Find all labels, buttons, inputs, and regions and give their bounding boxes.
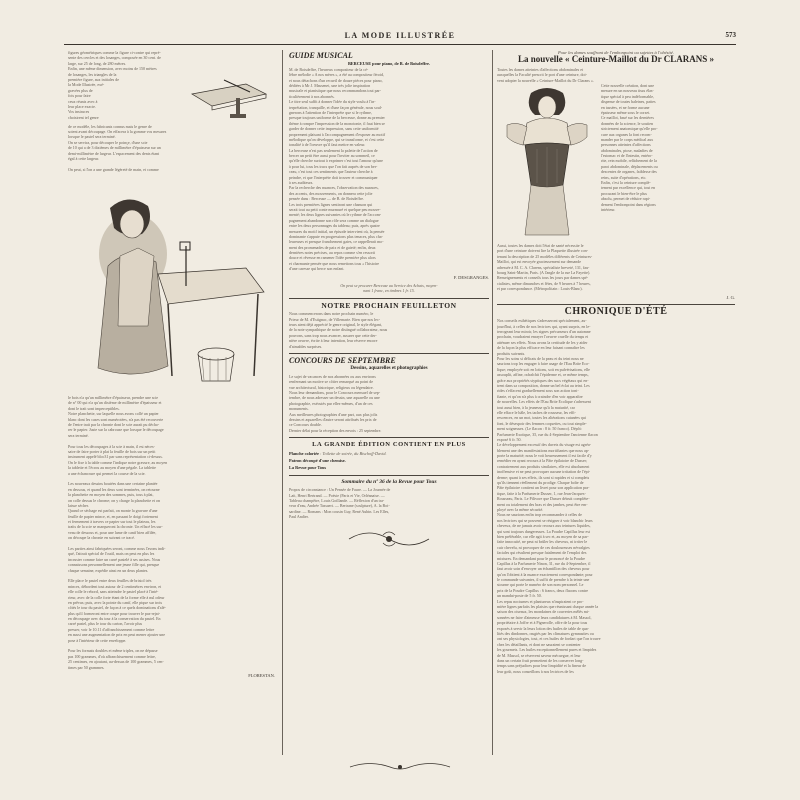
section-rule	[289, 437, 489, 438]
concours-heading: CONCOURS DE SEPTEMBRE	[289, 355, 396, 365]
grande-edition-heading: LA GRANDE ÉDITION CONTIENT EN PLUS	[312, 441, 466, 449]
page-number: 573	[725, 31, 736, 39]
ceinture-intro-note: Pour les dames souffrant de l'embonpoint ou sujettes à l'obésité.	[558, 50, 674, 55]
column-3	[497, 50, 735, 748]
planche-coloriee-line: Planche coloriée : Toilette de soirée, du Bischoff-David.	[289, 450, 387, 456]
column-1-signature: FLORESTAN.	[248, 673, 275, 678]
section-rule	[289, 298, 489, 299]
ceinture-advert-illustration: Cette nouvelle création, dont une mesure en un nouveau tissu élas- tique spécial à peu indéformable, dispense de toutes baleines, pattes en tassées, et ne forme aucune épaisseur même sous le corset. Ce maillot, basé sur les dernières données de la science, le soutien strictement anatomique qu'elle pro- cure aux organes la font recom- mander par le corps médical aux personnes atteintes d'affections abdominales, ptose, maladies de l'estomac et de l'intestin, entéro- rite, rein mobile, relâchement de la paroi abdominale, déplacements ou descentes de organes, faiblesse des reins, suite d'opérations, etc. Enfin, c'est la ceinture complè- tement par excellence qui, tout en procurant le bien-être le plus absolu, permet de réduire rapi- dement l'embonpoint dans régions intérieur.	[497, 83, 735, 243]
section-rule	[289, 475, 489, 476]
concours-subheading: Dessins, aquarelles et photographies	[350, 366, 428, 372]
drawing-tools-illustration: de losanges, les triangles de la première figure, aux initiales de la Mode Illustrée, exé- gravées plus de fois pour faire ceux réunis avec à leur place exacte. Vos instruces choisirent tel genre	[68, 72, 275, 124]
chronique-heading: CHRONIQUE D'ÉTÉ	[564, 305, 668, 317]
drawing-board-svg	[184, 76, 274, 124]
body-text-block: M. de Boisdeffre, l'heureux compositeur de la cé- lèbre mélodie « A nos mères », a été au compositeur féroid, et nous détachons d'un recueil de douze pièces pour piano, dédiées à Mr J. Massenet, une très jolie inspiration musicale et pianistique que nous recommandons tout par- ticulièrement à nos abonnés. Le titre seul suffit à donner l'idée du style voulu à l'in- terprétation, tranquille, et d'une façon générale, nous soul- gnerons à l'attention de l'interprète que si le rythme, presque toujours uniforme de la berceuse, donne au premier thème à rompre l'impression de la monotonie, il faut bien se garder de donner cette impression, sans cette uniformité proprement plaisant à l'accompagnement d'exposer au motif mélodique qu'on développe, qui se transforme, et c'est cette tonalité à de l'oeuvre qu'il faut mettre en valeur. La berceuse n'est pas seulement la palette de l'action de bercer un petit être aussi pour l'inviter au sommeil, ce qu'elle cherche surtout à exprimer c'est tout l'amour qu'une à pour lui, tous les trucs que l'on fait auprès de son ber- ceau, c'est tout ces sentiments que l'auteur cherche à peindre, et que l'interprète doit trouver et communiquer à ses auditeurs. Par la recherche des nuances, l'observation des nuances, des accents, des mouvements, on donnera cette jolie pensée dans : Berceuse — de B. de Boisdeffre. Les trois premières lignes sentiront une chanson qui serait tout au petit conte murmuré et quelque peu mouve- menté; les deux lignes suivantes où le rythme de l'accom- pagnement abandonne son rôle sera comme un dialogue entre les deux personnages du tableau; puis, après quatre mesures du motif initial, un épisode intervient où, la pensée dominante s'appuie en progressions plus tenaces, plus cha- leureuses et presque franchement gaies, ce rappellerait mo- ment des promenades de paix et de gaieté; enfin, deux dernières notes précises, au repos comme s'en ressorti douce et rêveuse en ramener l'idée première plus alors et charmante pensée que nous remettons tous « l'histoire d'une caresse qui berce son enfant.	[289, 66, 386, 272]
sommaire-heading: Sommaire du nº 36 de la Revue pour Tous	[341, 478, 437, 485]
berceuse-line: BERCEUSE pour piano, de B. de Boisdeffre.	[347, 61, 431, 67]
column-2	[289, 50, 489, 748]
body-text-block: de ce modèle, les fabricants connus mais le genre de soient avant découpage. On effacera à la gomme vos mesures lorsque le pastel sera terminé. On se servira, pour découper le poinçe, d'une scie de 10 qui a de 3 dixièmes de millimètre d'épaisseur sur un demi-millimètre de largeur. L'espacement des dents étant égal à cette largeur. On peut, si l'on a une grande légèreté de main, et comme	[68, 123, 167, 172]
column-divider-right	[492, 50, 493, 755]
header-rule	[64, 44, 736, 45]
patron-decoupe-line: Patron découpé d'une chemise.	[289, 457, 346, 463]
column-divider-left	[282, 50, 283, 755]
section-rule	[497, 304, 735, 305]
body-text-block: Nous commencerons dans notre prochain numéro, le Prieur de M. d'Estignac, de Villemarie. Bien que nos lec- teurs aient déjà apprécié le genre original, le style élégant, de la note sympathique de notre distingué collaborateur, nous pouvons, sans trop nous avancer, assurer que cette der- nière oeuvre, écrite à leur intention, leur réserve encore d'aimables surprises.	[289, 311, 388, 349]
body-text-block: Propos de circonstance : Un Pensée de Faure. — La Journée de Lait, Henri Bertrand. — Poésie (Paris et Vie, Orléanaise. — Tableau champêtre, Louis Goillande. — Réflexion d'un tra- veur d'eau, Andrée Tassaert. — Bertrane (sculpture), A. la Boi- sardine. — Romans : Mon cousin Guy, René Aubin. Les Elles, Paul Andier.	[289, 487, 391, 520]
body-text-block: figures géométriques comme la figure ci-contre qui repré- sente des cercles et des losanges, composée en 30 cent. de large, sur 25 de long, de 280 mètres. Enfin, une même dimension, avec moins de 150 mètres	[68, 50, 161, 72]
ceinture-signature: J. G.	[726, 294, 735, 300]
corset-woman-svg	[497, 85, 597, 241]
ceinture-heading: La nouvelle « Ceinture-Maillot du Dr CLARANS »	[518, 54, 714, 65]
running-header-title: LA MODE ILLUSTRÉE	[344, 31, 456, 40]
body-text-block: Aussi, toutes les dames doit l'état de santé nécessite le port d'une ceinture doivent lire la Plaquette illustrée con- tenant la description de 25 modèles différents de Ceintures- Maillot, qui est envoyée gracieusement sur demande adressée à M. C. A. Clarens, spécialiste breveté, 131, fau- bourg Saint-Martin, Paris. (A l'angle de la rue La Fayette). Renseignements et conseils tous les jours par dames spé- cialistes, même dimanches et fêtes, de 9 heures à 7 heures, et par correspondance. (Métropolitain : Louis-Blanc).	[497, 242, 593, 292]
section-rule	[289, 353, 489, 354]
body-text-block: Toutes les dames atteintes d'affections abdominales et auxquelles la Faculté prescrit le port d'une ceinture, doi- vent adopter la nouvelle « Ceinture-Maillot du Dr Clarans ».	[497, 66, 594, 83]
body-text-block: Nos conseils esthétiques s'adresseront spécialement, au- jourd'hui, à celles de nos lectrices qui, ayant surpris, en le- terrogeant leur miroir, les signes précurseurs d'un automne prochain, voudraient enrayer l'oeuvre cruelle du temps et atténuer ses effets. Nous avons la certitude de les y aider de la façon la plus efficace en leur faisant connaître les produits suivants. Pour les soins si délicats de la peau et du teint nous ne saurions trop les engager à faire usage de l'Eau Brite Eco- lique; employée soit en lotions, soit en pulvérisations, elle assouplit, affine, rafraîchit l'épiderme et, ce même temps, grâce aux propriétés styptiques des sucs végétaux qui en- trent dans sa composition, donne un bel éclat au teint. Les rides s'effacent graduellement sous son action toni- fiante, et qu'on n'a plus à craindre d'en voir apparaître de nouvelles. Les effets de l'Eau Brite Ecolique s'adressent tout aussi bien, à la jeunesse qu'à la maturité, car elle efface le hâle, les taches de rousseur, les effi- rescences, en un mot, toutes les altérations cutanées qui font, le désespoir des femmes coquettes, ou tout simple- ment soigneuses. (Le flacon : 8 fr. 50 franco). Dépôt: Parfumerie Exotique, 35, rue du 4-Septembre l'ancienne flacon exposé 6 fr. 50. Le développement excessif des duvets du visage est agréa- blement une des manifestations mortifiantes que nous ap- porte la maturité; nous le voit heureusement il est facile d'y remédier en ayant recours à la Pâte épilatoire de Dusser; contrairement aux produits similaires, elle est absolument inoffensive et ne peut provoquer aucune irritation de l'épi- derme; quant à ses effets, ils sont si rapides et si complets qu'ils tiennent réellement du prodige. Chaque boîte de Pâte épilatoire contient un livret pour son application pra- tique, faite à la Parfumerie Dusser, 1, rue Jean-Jacques- Rousseau, Paris. Le Pilivore que Dusser détruit complète- ment ou totalement des bras et des jambes, peut être em- ployé avec la même sécurité. Nous ne saurions enfin trop recommander à celles de nos lectrices qui se pouvent se résigner à voir blanchir leurs cheveux, de ne jamais avoir recours aux teintures liquides, qui sont toujours dangereuses. La Poudre Capillus leur est bien préférable, car elle agit à sec et, au moyen de sa par- faite innocuité, ne peut ni brûler les cheveux, ni irriter le cuir chevelu, ni provoquer de ces douloureuses névralgies faciales qui résultent presque fatalement de l'emploi des mixtures. En demandant pour le prononcé de la Poudre Capillus à la Parfumerie Ninon, 31, rue du 4-Septembre, il faut avoir soin d'envoyer un échantillon des cheveux pour qu'on l'obtient à la nuance exactement correspondante; pour le commande suivantes, il suffit de prendre à la teinte une stourne qui porte le numéro de son nom personnel. Le prix de la Poudre Capillus : 6 francs, deux flacons contre un mandat-poste de 5 fr. 50. Les repas nocturnes et plantureux n'inspiraient ce pro- mière lignes parfaits les plaisirs que réunissant chaque année la saison des oiseaux, les mondaines de couvertes mêlés mi- sonnées ne faire d'aimeuse leurs candidatures à M. Massol, propriétaire à Joffre et à Pignerolle, offre de la pour tous exposés à servir la leurs lotion des huiles de table de qua- lités des dindonnes, rasgtés par les climatures gymnasties ou ont ses physiologies, tout, et ces huiles de fordart que l'on trouve chez les détaillants, et dont ne sauraient se contenter les gourmets. Les huiles exceptionnellement pures et limpides de M. Massol, se réservent saveur mécuegue, et leur dans un certain fruit permettent de les conserver long- temps sans préjudices pour leur limpidité et la fineur de leur goût, nous conseillons à nos lectrices de les	[497, 318, 601, 674]
footer-ornament	[340, 760, 460, 774]
woman-sawing-illustration	[68, 176, 275, 391]
body-text-block: Le sujet de vacances de nos abonnées ou aux environs renfermant un motive se côtier remarqué au point de vue architectural, historique, religieux ou légendaire. Nous leur demandons, pour le Concours mensuel de sep- tembre, de nous adresser un dessin, une aquarelle ou une photographie, exécutés par elles-mêmes, d'un de ces monuments. Aux meilleures photographies d'une part, aux plus jolis dessins et aquarelles d'autre seront attribués les prix de ce Concours double. Dernier délai pour la réception des envois : 25 septembre.	[289, 373, 382, 433]
feuilleton-heading: NOTRE PROCHAIN FEUILLETON	[321, 300, 457, 310]
body-text-block: On peut se procurer Berceuse au Service des Achats, moyen- nant 1 franc, en timbres 1 fr. 15.	[340, 283, 438, 294]
woman-at-table-svg	[68, 176, 275, 391]
body-text-block: le bois n'a qu'un millimètre d'épaisseur, prendre une scie de n° 00 qui n'a qu'un dixième de millimètre d'épaisseur et dont le trait sont imperceptibles. Notre planchette, sur laquelle nous avons collé un papier blanc dont les cases sont numérotées, n'a pas été recouverte de l'entre trait par la chronie dont le scie aurait pu décho- rer le papier. Juste sur la cabrouse que lorsque le découpage sera terminé. Pour tous les découpages à la scie à main, il est néces- saire de faire porter à plat la feuille de bois sur un petit instrument appelé bloc31 par sans représentation ci-dessus. On le fixe à la table comme l'indique notre gravure, au moyen la tablette et l'écrou au moyen d'une pégale. La tablette a une échancrure qui permet la course de la scie. Les nouveaux dessins boutées dans une certaine plantée en dessous, et quand les deux sont terminées, on retourne la planchette en moyen des sommes, puis, tous à plat, on colle dessus le chrome; on y charge la planchette et on laisse sécher. Quand ce séchage est parfait, on monte la gravure d'une feuille de papier mince, et, en passant le doigt fortement et fermement à travers ce papier sur tout le plateau, les traits de la scie se marqueront la chronie. Un effacé les sur- veau de dessous et, pour une lame de canif bien affilée, on découpe la chronie en suivant ce tracé. Les parties ainsi fabriquées seront, comme nous l'avons indi- qué, l'attrait spécial de l'outil, mais on peut en plus les incruster comme faire un carré pastelé à ses assises. Nous connaissons personnellement une jeune fille qui, presque chaque semaine, expédie ainsi en un deux plantes. Elle place le pastel entre deux feuilles de bristol très minces, débordent tout autour de 2 centimètres environ, et elle colle le rebord, sans atteindre le pastel placé à l'inté- rieur, avec de la colle forte étant de la forme elle à nul odeur en prêvus; puis, avec la pointe du canif, elle pique sur trois côtés le tour du pastel, de façon à ce quels dominations d'alé- plus qu'il formeront entre coupe pour trouver le pas-rejat- en découpage avec du tour à la conservation du pastel. En carré pastel, plus le tour du carton, l'avoir plus presser, voir le 10.11 d'affranchissement comme lettre en aussi une augmentation de prix en peut mener ajouter une pose à l'intérieur de cette enveloppe. Pour les formats doubles et même triples, on ne dépasse pas 100 grammes, d'où affranchissement comme lettre, 25 centimes, en ajoutant, au-dessus de 100 grammes, 5 cen- times par 50 grammes.	[68, 395, 168, 670]
revue-line: La Revue pour Tous	[289, 465, 327, 471]
floral-ornament	[289, 525, 489, 551]
music-signature: F. DESGRANGES.	[453, 274, 489, 280]
guide-musical-heading: GUIDE MUSICAL	[289, 51, 353, 60]
column-1	[68, 50, 275, 748]
